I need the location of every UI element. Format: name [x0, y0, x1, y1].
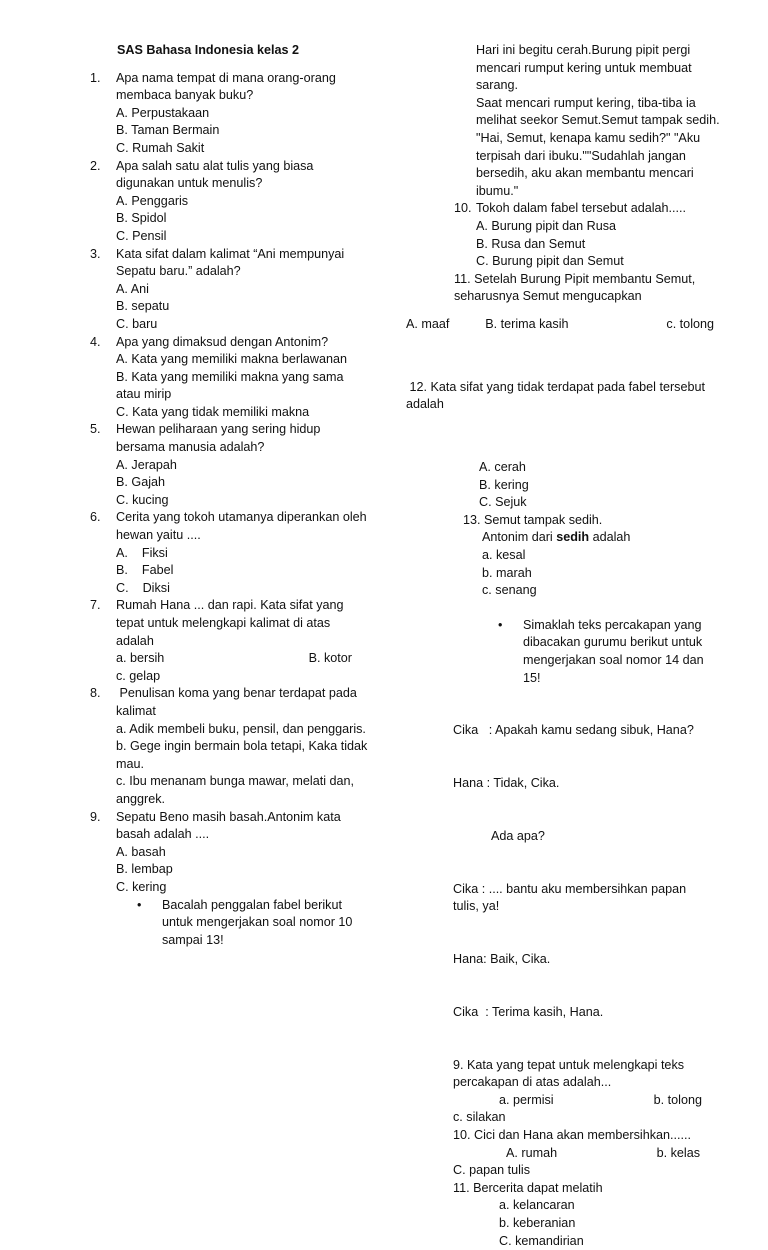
option: B. Kata yang memiliki makna yang sama atau mirip: [116, 369, 344, 402]
question-text: 13. Semut tampak sedih.: [463, 512, 603, 527]
option: b. tolong: [653, 1092, 702, 1107]
story-paragraph: Hari ini begitu cerah.Burung pipit pergi mencari rumput kering untuk membuat sarang.: [476, 43, 692, 93]
option-row: [453, 1092, 702, 1110]
story-paragraph: "Hai, Semut, kenapa kamu sedih?" "Aku terpisah dari ibuku.""Sudahlah jangan bersedih, aku akan membantu mencari ibumu.": [476, 130, 701, 198]
question-2: [90, 158, 370, 246]
option: c. silakan: [453, 1110, 506, 1125]
dialog-line: Cika : .... bantu aku membersihkan papan tulis, ya!: [453, 881, 687, 914]
left-column: [90, 42, 370, 949]
option: B. kotor: [308, 651, 352, 666]
question-5: [90, 421, 370, 509]
question-12: [406, 344, 726, 450]
option: B. sepatu: [116, 299, 170, 314]
question-text: Tokoh dalam fabel tersebut adalah.....: [476, 201, 687, 216]
question-10b: [406, 1127, 726, 1180]
question-text: 9. Kata yang tepat untuk melengkapi teks percakapan di atas adalah...: [453, 1057, 685, 1090]
question-text: Apa nama tempat di mana orang-orang membaca banyak buku?: [116, 70, 336, 103]
question-text: Kata sifat dalam kalimat “Ani mempunyai Sepatu baru.” adalah?: [116, 246, 345, 279]
option: C. kering: [116, 879, 167, 894]
question-8: [90, 685, 370, 808]
dialog-line: Hana : Tidak, Cika.: [453, 776, 560, 791]
option-row: [453, 1145, 700, 1163]
option: a. Adik membeli buku, pensil, dan penggaris.: [116, 721, 366, 736]
dialog: [406, 687, 726, 1056]
subtext-prefix: Antonim dari: [482, 530, 557, 545]
option: c. tolong: [666, 316, 714, 331]
question-13: [406, 512, 726, 600]
question-1: [90, 70, 370, 158]
option: B. lembap: [116, 862, 173, 877]
bullet-icon: •: [498, 617, 503, 632]
option: B. Taman Bermain: [116, 123, 220, 138]
option: a. kesal: [482, 548, 526, 563]
fable-story: [406, 42, 726, 200]
dialog-line: Cika : Terima kasih, Hana.: [453, 1004, 604, 1019]
page-title: SAS Bahasa Indonesia kelas 2: [117, 43, 299, 57]
instruction-bullet: [90, 897, 370, 950]
dialog-line: Ada apa?: [491, 828, 545, 843]
question-number: 10.: [454, 201, 472, 216]
question-9b: [406, 1057, 726, 1127]
option: b. Gege ingin bermain bola tetapi, Kaka tidak mau.: [116, 739, 368, 771]
option: A. Burung pipit dan Rusa: [476, 218, 617, 233]
question-text: 11. Bercerita dapat melatih: [453, 1180, 603, 1195]
dialog-line: Hana: Baik, Cika.: [453, 952, 551, 967]
option: a. bersih: [116, 651, 165, 666]
option: C. Burung pipit dan Semut: [476, 254, 624, 269]
option: A. Perpustakaan: [116, 105, 210, 120]
option: B. Spidol: [116, 211, 167, 226]
question-text: Apa yang dimaksud dengan Antonim?: [116, 334, 329, 349]
question-number: 1.: [90, 70, 101, 85]
option: A. Ani: [116, 281, 149, 296]
instruction-text: Bacalah penggalan fabel berikut untuk mengerjakan soal nomor 10 sampai 13!: [162, 897, 353, 947]
question-text: 12. Kata sifat yang tidak terdapat pada fabel tersebut adalah: [406, 379, 709, 412]
question-number: 7.: [90, 598, 101, 613]
question-10: [406, 200, 726, 270]
option: C. Sejuk: [479, 495, 527, 510]
option: B. Rusa dan Semut: [476, 236, 586, 251]
option: A. Penggaris: [116, 193, 189, 208]
subtext-bold-word: sedih: [556, 530, 590, 545]
instruction-text: Simaklah teks percakapan yang dibacakan gurumu berikut untuk mengerjakan soal nomor 14 dan 15!: [523, 617, 704, 685]
question-text: 11. Setelah Burung Pipit membantu Semut, seharusnya Semut mengucapkan: [454, 271, 696, 304]
question-number: 5.: [90, 422, 101, 437]
bullet-icon: •: [137, 897, 142, 912]
question-4: [90, 334, 370, 422]
question-number: 2.: [90, 158, 101, 173]
subtext-suffix: adalah: [589, 530, 631, 545]
option: C. papan tulis: [453, 1163, 531, 1178]
option: A. maaf: [406, 316, 450, 331]
option: A. basah: [116, 844, 166, 859]
question-11b: [406, 1180, 726, 1250]
question-text: Hewan peliharaan yang sering hidup bersama manusia adalah?: [116, 422, 321, 455]
dialog-line: Cika : Apakah kamu sedang sibuk, Hana?: [453, 723, 694, 738]
story-paragraph: Saat mencari rumput kering, tiba-tiba ia melihat seekor Semut.Semut tampak sedih.: [476, 95, 720, 128]
option: C. Rumah Sakit: [116, 140, 205, 155]
right-column: [406, 42, 726, 1250]
option: a. kelancaran: [499, 1198, 575, 1213]
question-number: 3.: [90, 246, 101, 261]
option-row: [116, 650, 370, 668]
question-12-options: [406, 459, 726, 512]
question-number: 6.: [90, 510, 101, 525]
option: a. permisi: [499, 1092, 554, 1107]
option: A. Jerapah: [116, 457, 177, 472]
option: C. kucing: [116, 492, 169, 507]
option: c. gelap: [116, 668, 161, 683]
option: B. Gajah: [116, 475, 166, 490]
question-3: [90, 246, 370, 334]
option: C. baru: [116, 316, 158, 331]
question-number: 9.: [90, 809, 101, 824]
question-text: Cerita yang tokoh utamanya diperankan oleh hewan yaitu ....: [116, 510, 367, 543]
option: C. Pensil: [116, 228, 167, 243]
question-number: 4.: [90, 334, 101, 349]
question-text: Penulisan koma yang benar terdapat pada kalimat: [116, 686, 361, 718]
question-6: [90, 509, 370, 597]
option: C. Diksi: [116, 580, 170, 595]
option: A. cerah: [479, 460, 526, 475]
question-9: [90, 809, 370, 897]
option: C. Kata yang tidak memiliki makna: [116, 404, 310, 419]
option: B. Fabel: [116, 563, 174, 578]
question-number: 8.: [90, 686, 101, 701]
instruction-bullet: [406, 617, 726, 687]
option: B. kering: [479, 477, 529, 492]
option: c. senang: [482, 583, 537, 598]
option: A. rumah: [506, 1145, 558, 1160]
option: C. kemandirian: [499, 1233, 584, 1248]
option-row: [406, 316, 726, 334]
option: c. Ibu menanam bunga mawar, melati dan, anggrek.: [116, 774, 355, 806]
question-subtext: [463, 529, 726, 547]
option: b. keberanian: [499, 1216, 576, 1230]
question-text: 10. Cici dan Hana akan membersihkan......: [453, 1128, 692, 1143]
question-text: Rumah Hana ... dan rapi. Kata sifat yang tepat untuk melengkapi kalimat di atas adalah: [116, 598, 344, 648]
question-7: [90, 597, 370, 685]
option: A. Fiksi: [116, 545, 168, 560]
question-11: [406, 271, 726, 306]
question-text: Apa salah satu alat tulis yang biasa digunakan untuk menulis?: [116, 158, 314, 191]
question-text: Sepatu Beno masih basah.Antonim kata basah adalah ....: [116, 809, 341, 842]
option: A. Kata yang memiliki makna berlawanan: [116, 352, 347, 367]
option: b. marah: [482, 565, 532, 580]
option: B. terima kasih: [485, 316, 569, 331]
option: b. kelas: [656, 1145, 700, 1160]
